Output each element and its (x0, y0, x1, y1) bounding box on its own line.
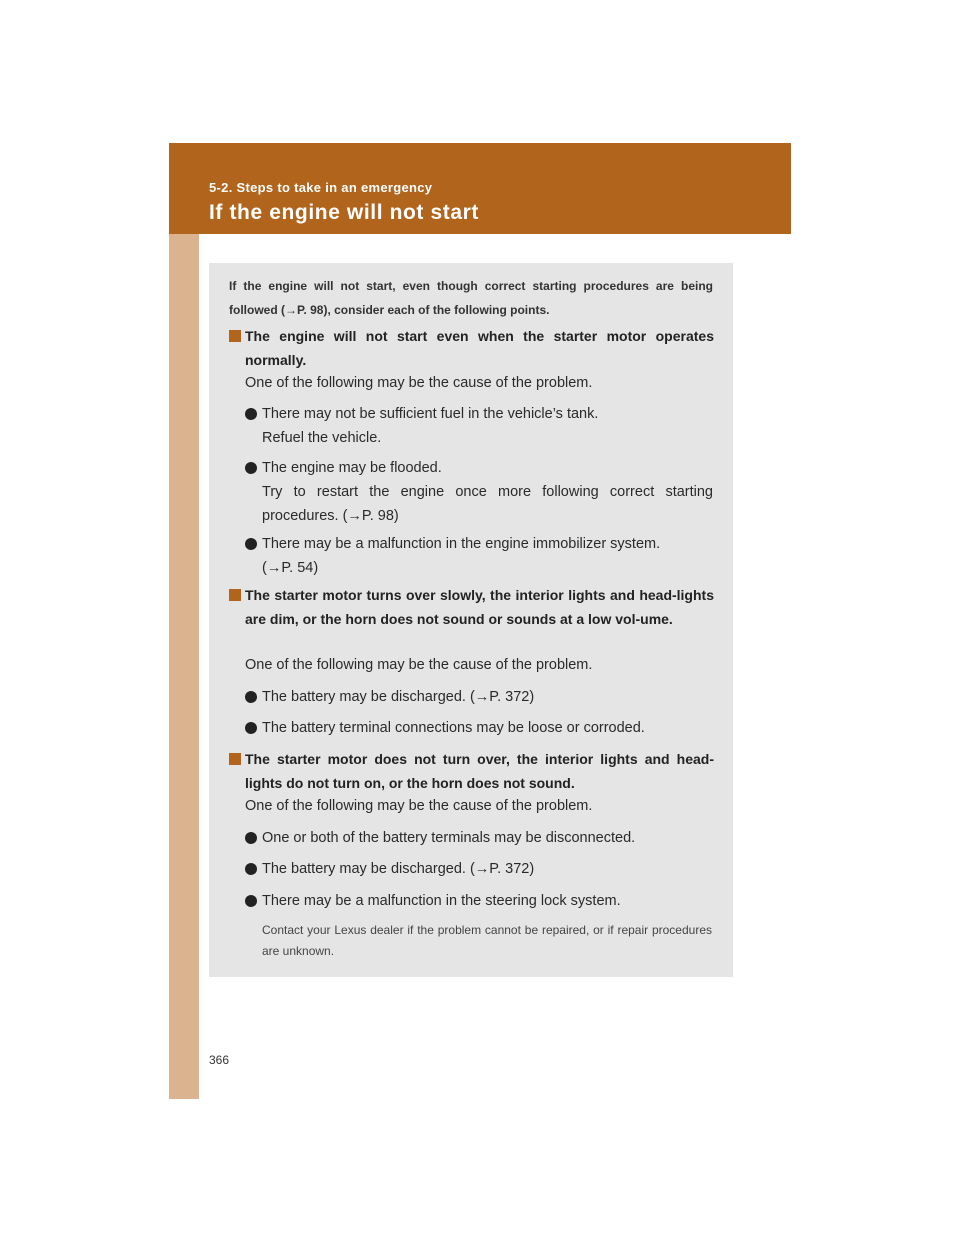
section-heading-text: The starter motor turns over slowly, the interior lights and head-lights are dim, or the horn does not sound or sounds at a low vol-ume. (245, 587, 714, 627)
section-heading (229, 583, 714, 631)
side-strip (169, 143, 199, 1099)
section-heading (229, 747, 714, 795)
section-lead: One of the following may be the cause of the problem. (245, 798, 593, 814)
list-item (245, 716, 713, 740)
page-title: If the engine will not start (209, 201, 479, 224)
list-item (245, 826, 713, 850)
list-item (245, 532, 713, 580)
section-heading-text: The engine will not start even when the starter motor operates normally. (245, 328, 714, 368)
bullet-dot-icon (245, 691, 257, 703)
bullet-dot-icon (245, 895, 257, 907)
page-number: 366 (209, 1053, 230, 1067)
square-bullet-icon (229, 753, 241, 765)
list-item (245, 685, 713, 709)
section-heading-text: The starter motor does not turn over, the interior lights and head-lights do not turn on, or the horn does not sound. (245, 751, 714, 791)
list-item-detail: (→P. 54) (262, 560, 319, 576)
list-item-text: There may be a malfunction in the engine immobilizer system. (262, 536, 661, 552)
section-heading (229, 324, 714, 372)
bullet-dot-icon (245, 722, 257, 734)
bullet-dot-icon (245, 538, 257, 550)
list-item-text: There may not be sufficient fuel in the vehicle’s tank. (262, 406, 599, 422)
list-item-text: The battery may be discharged. (→P. 372) (262, 689, 535, 705)
bullet-dot-icon (245, 462, 257, 474)
list-item-text: The engine may be flooded. (262, 460, 442, 476)
list-item-detail: Refuel the vehicle. (262, 430, 382, 446)
section-label: 5-2. Steps to take in an emergency (209, 180, 433, 195)
list-item (245, 889, 713, 913)
section-lead: One of the following may be the cause of the problem. (245, 657, 593, 673)
list-item-text: There may be a malfunction in the steering lock system. (262, 893, 621, 909)
bullet-dot-icon (245, 408, 257, 420)
dealer-note: Contact your Lexus dealer if the problem cannot be repaired, or if repair procedures are unknown. (262, 923, 712, 958)
list-item-text: The battery may be discharged. (→P. 372) (262, 861, 535, 877)
list-item (245, 402, 713, 450)
bullet-dot-icon (245, 832, 257, 844)
section-lead: One of the following may be the cause of the problem. (245, 375, 593, 391)
list-item-detail: Try to restart the engine once more following correct starting procedures. (→P. 98) (262, 484, 713, 524)
intro-text: If the engine will not start, even though correct starting procedures are being followed (→P. 98), consider each of the following points. (229, 279, 713, 317)
list-item-text: The battery terminal connections may be loose or corroded. (262, 720, 645, 736)
square-bullet-icon (229, 589, 241, 601)
bullet-dot-icon (245, 863, 257, 875)
list-item-text: One or both of the battery terminals may be disconnected. (262, 830, 636, 846)
list-item (245, 456, 713, 528)
list-item (245, 857, 713, 881)
square-bullet-icon (229, 330, 241, 342)
